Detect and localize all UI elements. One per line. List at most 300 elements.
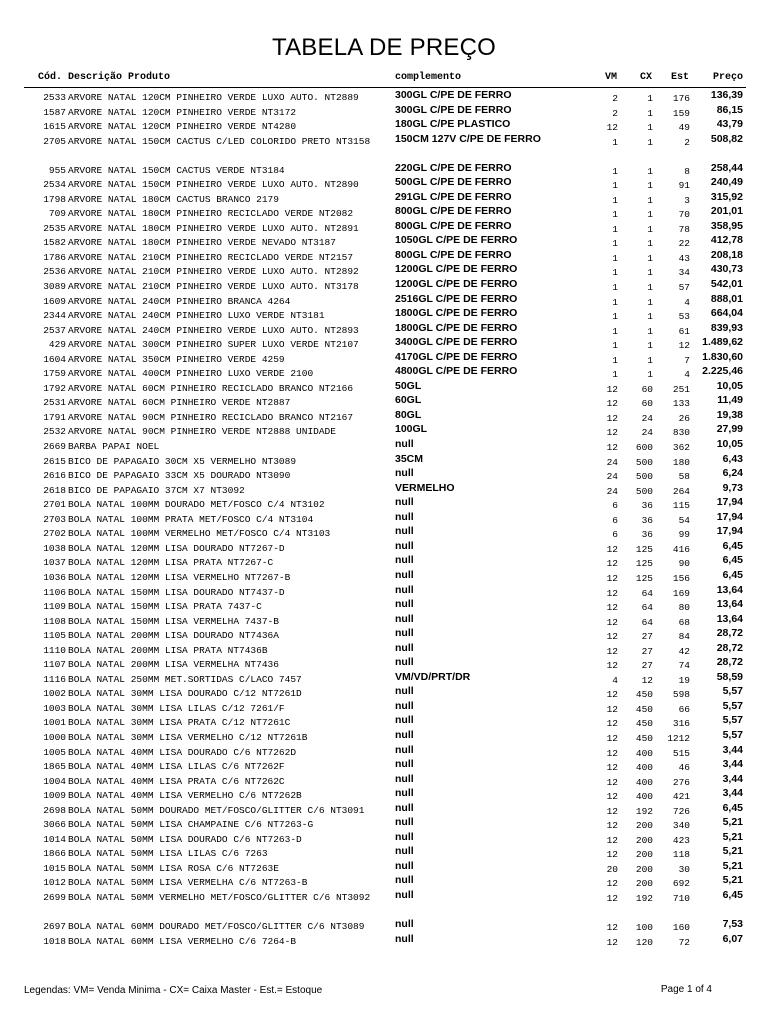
estoque: 340 bbox=[672, 820, 690, 832]
caixa-master: 200 bbox=[635, 863, 653, 875]
product-complemento: null bbox=[395, 888, 414, 901]
caixa-master: 400 bbox=[635, 762, 653, 774]
product-complemento: null bbox=[395, 554, 414, 567]
product-description: BOLA NATAL 40MM LISA VERMELHO C/6 NT7262B bbox=[68, 790, 302, 802]
product-price: 5,21 bbox=[722, 874, 743, 887]
table-row bbox=[0, 873, 768, 888]
estoque: 160 bbox=[672, 921, 690, 933]
product-complemento: null bbox=[395, 685, 414, 698]
estoque: 91 bbox=[678, 180, 690, 192]
estoque: 362 bbox=[672, 442, 690, 454]
venda-minima: 1 bbox=[612, 296, 618, 308]
table-row bbox=[0, 553, 768, 568]
product-code: 1798 bbox=[43, 193, 66, 205]
caixa-master: 600 bbox=[635, 442, 653, 454]
product-complemento: null bbox=[395, 772, 414, 785]
venda-minima: 12 bbox=[606, 747, 618, 759]
product-code: 2697 bbox=[43, 920, 66, 932]
product-description: ARVORE NATAL 60CM PINHEIRO VERDE NT2887 bbox=[68, 397, 291, 409]
estoque: 12 bbox=[678, 340, 690, 352]
product-code: 1604 bbox=[43, 353, 66, 365]
estoque: 66 bbox=[678, 703, 690, 715]
venda-minima: 12 bbox=[606, 936, 618, 948]
table-row bbox=[0, 815, 768, 830]
product-description: BICO DE PAPAGAIO 37CM X7 NT3092 bbox=[68, 484, 245, 496]
venda-minima: 1 bbox=[612, 325, 618, 337]
estoque: 726 bbox=[672, 805, 690, 817]
product-price: 43,79 bbox=[716, 118, 743, 131]
caixa-master: 64 bbox=[641, 602, 653, 614]
product-complemento: 2516GL C/PE DE FERRO bbox=[395, 292, 518, 305]
product-code: 2701 bbox=[43, 499, 66, 511]
venda-minima: 1 bbox=[612, 267, 618, 279]
estoque: 515 bbox=[672, 747, 690, 759]
table-row bbox=[0, 510, 768, 525]
product-price: 6,45 bbox=[722, 888, 743, 901]
caixa-master: 1 bbox=[647, 223, 653, 235]
product-complemento: null bbox=[395, 816, 414, 829]
caixa-master: 400 bbox=[635, 791, 653, 803]
product-complemento: 1200GL C/PE DE FERRO bbox=[395, 278, 518, 291]
venda-minima: 12 bbox=[606, 543, 618, 555]
caixa-master: 1 bbox=[647, 296, 653, 308]
table-row bbox=[0, 481, 768, 496]
product-complemento: 4170GL C/PE DE FERRO bbox=[395, 350, 518, 363]
table-row bbox=[0, 830, 768, 845]
venda-minima: 12 bbox=[606, 442, 618, 454]
product-price: 17,94 bbox=[716, 496, 743, 509]
estoque: 26 bbox=[678, 412, 690, 424]
estoque: 7 bbox=[684, 354, 690, 366]
product-price: 10,05 bbox=[716, 438, 743, 451]
product-code: 2532 bbox=[43, 426, 66, 438]
product-code: 1037 bbox=[43, 557, 66, 569]
product-price: 28,72 bbox=[716, 641, 743, 654]
venda-minima: 1 bbox=[612, 165, 618, 177]
product-complemento: 50GL bbox=[395, 379, 422, 392]
header-est: Est bbox=[671, 72, 690, 83]
venda-minima: 2 bbox=[612, 93, 618, 104]
venda-minima: 12 bbox=[606, 689, 618, 701]
caixa-master: 1 bbox=[647, 238, 653, 250]
table-row bbox=[0, 335, 768, 350]
product-complemento: null bbox=[395, 758, 414, 771]
product-complemento: null bbox=[395, 656, 414, 669]
product-code: 1005 bbox=[43, 746, 66, 758]
product-description: BOLA NATAL 200MM LISA DOURADO NT7436A bbox=[68, 630, 279, 642]
product-description: BOLA NATAL 150MM LISA VERMELHA 7437-B bbox=[68, 615, 279, 627]
product-price: 3,44 bbox=[722, 787, 743, 800]
product-code: 2703 bbox=[43, 513, 66, 525]
product-code: 1009 bbox=[43, 790, 66, 802]
caixa-master: 1 bbox=[647, 209, 653, 221]
product-code: 2616 bbox=[43, 470, 66, 482]
caixa-master: 450 bbox=[635, 689, 653, 701]
product-code: 1000 bbox=[43, 731, 66, 743]
venda-minima: 4 bbox=[612, 674, 618, 686]
caixa-master: 1 bbox=[647, 354, 653, 366]
product-description: BOLA NATAL 50MM LISA LILAS C/6 7263 bbox=[68, 848, 268, 860]
estoque: 68 bbox=[678, 616, 690, 628]
venda-minima: 12 bbox=[606, 383, 618, 395]
caixa-master: 450 bbox=[635, 703, 653, 715]
estoque: 176 bbox=[672, 93, 690, 104]
product-complemento: VERMELHO bbox=[395, 481, 455, 494]
product-code: 2702 bbox=[43, 528, 66, 540]
estoque: 180 bbox=[672, 456, 690, 468]
product-description: BOLA NATAL 40MM LISA PRATA C/6 NT7262C bbox=[68, 775, 285, 787]
product-complemento: 1800GL C/PE DE FERRO bbox=[395, 321, 518, 334]
product-description: ARVORE NATAL 240CM PINHEIRO LUXO VERDE NT3181 bbox=[68, 310, 325, 322]
product-price: 315,92 bbox=[710, 190, 743, 203]
product-description: BOLA NATAL 100MM VERMELHO MET/FOSCO C/4 NT3103 bbox=[68, 528, 331, 540]
product-code: 1582 bbox=[43, 237, 66, 249]
estoque: 99 bbox=[678, 529, 690, 541]
caixa-master: 1 bbox=[647, 194, 653, 206]
product-price: 17,94 bbox=[716, 525, 743, 538]
table-row bbox=[0, 859, 768, 874]
estoque: 42 bbox=[678, 645, 690, 657]
table-row bbox=[0, 379, 768, 394]
product-price: 3,44 bbox=[722, 772, 743, 785]
caixa-master: 500 bbox=[635, 456, 653, 468]
product-code: 1014 bbox=[43, 833, 66, 845]
product-code: 2531 bbox=[43, 397, 66, 409]
table-header bbox=[24, 69, 746, 88]
venda-minima: 12 bbox=[606, 122, 618, 134]
caixa-master: 27 bbox=[641, 631, 653, 643]
product-complemento: 1050GL C/PE DE FERRO bbox=[395, 234, 518, 247]
estoque: 156 bbox=[672, 572, 690, 584]
product-price: 412,78 bbox=[710, 234, 743, 247]
product-code: 2536 bbox=[43, 266, 66, 278]
product-description: ARVORE NATAL 210CM PINHEIRO RECICLADO VERDE NT2157 bbox=[68, 251, 354, 263]
product-description: ARVORE NATAL 240CM PINHEIRO VERDE LUXO AUTO. NT2893 bbox=[68, 324, 359, 336]
estoque: 53 bbox=[678, 311, 690, 323]
product-price: 5,21 bbox=[722, 830, 743, 843]
caixa-master: 36 bbox=[641, 514, 653, 526]
caixa-master: 12 bbox=[641, 674, 653, 686]
product-price: 1.830,60 bbox=[702, 350, 743, 363]
table-row bbox=[0, 103, 768, 118]
estoque: 72 bbox=[678, 936, 690, 948]
product-code: 1105 bbox=[43, 630, 66, 642]
caixa-master: 400 bbox=[635, 776, 653, 788]
caixa-master: 192 bbox=[635, 805, 653, 817]
product-price: 240,49 bbox=[710, 176, 743, 189]
estoque: 34 bbox=[678, 267, 690, 279]
table-row bbox=[0, 844, 768, 859]
venda-minima: 12 bbox=[606, 427, 618, 439]
product-description: ARVORE NATAL 350CM PINHEIRO VERDE 4259 bbox=[68, 353, 285, 365]
caixa-master: 125 bbox=[635, 572, 653, 584]
product-price: 28,72 bbox=[716, 627, 743, 640]
product-description: ARVORE NATAL 210CM PINHEIRO VERDE LUXO AUTO. NT2892 bbox=[68, 266, 359, 278]
product-complemento: 291GL C/PE DE FERRO bbox=[395, 190, 512, 203]
table-row bbox=[0, 713, 768, 728]
caixa-master: 24 bbox=[641, 412, 653, 424]
product-code: 2534 bbox=[43, 179, 66, 191]
product-complemento: 300GL C/PE DE FERRO bbox=[395, 103, 512, 116]
table-row bbox=[0, 524, 768, 539]
estoque: 416 bbox=[672, 543, 690, 555]
table-row bbox=[0, 772, 768, 787]
product-code: 1002 bbox=[43, 688, 66, 700]
venda-minima: 1 bbox=[612, 282, 618, 294]
product-complemento: 4800GL C/PE DE FERRO bbox=[395, 365, 518, 378]
product-price: 13,64 bbox=[716, 612, 743, 625]
venda-minima: 1 bbox=[612, 136, 618, 148]
table-row bbox=[0, 626, 768, 641]
estoque: 118 bbox=[672, 849, 690, 861]
caixa-master: 200 bbox=[635, 820, 653, 832]
page-number: Page 1 of 4 bbox=[660, 984, 712, 995]
product-price: 839,93 bbox=[710, 321, 743, 334]
product-complemento: null bbox=[395, 568, 414, 581]
product-complemento: null bbox=[395, 830, 414, 843]
venda-minima: 12 bbox=[606, 805, 618, 817]
venda-minima: 12 bbox=[606, 558, 618, 570]
header-preco: Preço bbox=[712, 72, 743, 83]
table-row bbox=[0, 248, 768, 263]
product-complemento: null bbox=[395, 845, 414, 858]
product-description: ARVORE NATAL 60CM PINHEIRO RECICLADO BRANCO NT2166 bbox=[68, 382, 354, 394]
table-row bbox=[0, 539, 768, 554]
estoque: 78 bbox=[678, 223, 690, 235]
caixa-master: 1 bbox=[647, 107, 653, 119]
caixa-master: 500 bbox=[635, 471, 653, 483]
price-table-body bbox=[0, 88, 768, 946]
product-complemento: null bbox=[395, 496, 414, 509]
product-description: BOLA NATAL 200MM LISA VERMELHA NT7436 bbox=[68, 659, 279, 671]
estoque: 1212 bbox=[667, 732, 690, 744]
product-code: 1107 bbox=[43, 659, 66, 671]
caixa-master: 125 bbox=[635, 543, 653, 555]
venda-minima: 1 bbox=[612, 311, 618, 323]
product-complemento: null bbox=[395, 438, 414, 451]
product-price: 10,05 bbox=[716, 379, 743, 392]
product-code: 1038 bbox=[43, 542, 66, 554]
caixa-master: 27 bbox=[641, 660, 653, 672]
table-row bbox=[0, 684, 768, 699]
product-complemento: null bbox=[395, 467, 414, 480]
product-code: 1759 bbox=[43, 368, 66, 380]
estoque: 49 bbox=[678, 122, 690, 134]
product-description: BOLA NATAL 30MM LISA VERMELHO C/12 NT7261B bbox=[68, 731, 308, 743]
product-price: 201,01 bbox=[710, 205, 743, 218]
product-complemento: 80GL bbox=[395, 408, 422, 421]
venda-minima: 24 bbox=[606, 456, 618, 468]
estoque: 74 bbox=[678, 660, 690, 672]
caixa-master: 1 bbox=[647, 165, 653, 177]
product-description: BARBA PAPAI NOEL bbox=[68, 441, 160, 453]
table-row bbox=[0, 364, 768, 379]
product-description: BOLA NATAL 50MM VERMELHO MET/FOSCO/GLITTER C/6 NT3092 bbox=[68, 891, 371, 903]
product-complemento: null bbox=[395, 598, 414, 611]
venda-minima: 12 bbox=[606, 412, 618, 424]
estoque: 692 bbox=[672, 878, 690, 890]
product-complemento: null bbox=[395, 932, 414, 945]
caixa-master: 36 bbox=[641, 500, 653, 512]
product-price: 508,82 bbox=[710, 132, 743, 145]
product-code: 1865 bbox=[43, 761, 66, 773]
product-price: 5,57 bbox=[722, 714, 743, 727]
venda-minima: 12 bbox=[606, 878, 618, 890]
caixa-master: 1 bbox=[647, 252, 653, 264]
caixa-master: 200 bbox=[635, 834, 653, 846]
product-description: BOLA NATAL 50MM LISA VERMELHA C/6 NT7263-B bbox=[68, 877, 308, 889]
product-code: 2698 bbox=[43, 804, 66, 816]
product-description: ARVORE NATAL 90CM PINHEIRO VERDE NT2888 UNIDADE bbox=[68, 426, 336, 438]
product-price: 6,45 bbox=[722, 801, 743, 814]
legend-text: Legendas: VM= Venda Minima - CX= Caixa Master - Est.= Estoque bbox=[24, 985, 323, 996]
table-row bbox=[0, 583, 768, 598]
product-code: 1003 bbox=[43, 702, 66, 714]
product-price: 5,57 bbox=[722, 699, 743, 712]
caixa-master: 400 bbox=[635, 747, 653, 759]
product-price: 6,45 bbox=[722, 568, 743, 581]
product-description: ARVORE NATAL 210CM PINHEIRO VERDE LUXO AUTO. NT3178 bbox=[68, 281, 359, 293]
product-complemento: null bbox=[395, 612, 414, 625]
table-row bbox=[0, 292, 768, 307]
product-complemento: 1200GL C/PE DE FERRO bbox=[395, 263, 518, 276]
product-complemento: null bbox=[395, 787, 414, 800]
product-code: 2699 bbox=[43, 891, 66, 903]
product-complemento: 35CM bbox=[395, 452, 424, 465]
estoque: 3 bbox=[684, 194, 690, 206]
estoque: 46 bbox=[678, 762, 690, 774]
product-description: BOLA NATAL 50MM LISA CHAMPAINE C/6 NT7263-G bbox=[68, 819, 314, 831]
product-description: BOLA NATAL 40MM LISA LILAS C/6 NT7262F bbox=[68, 761, 285, 773]
table-row bbox=[0, 175, 768, 190]
venda-minima: 6 bbox=[612, 514, 618, 526]
product-price: 17,94 bbox=[716, 510, 743, 523]
venda-minima: 12 bbox=[606, 892, 618, 904]
product-price: 136,39 bbox=[710, 89, 743, 101]
product-description: BOLA NATAL 50MM LISA ROSA C/6 NT7263E bbox=[68, 862, 279, 874]
estoque: 830 bbox=[672, 427, 690, 439]
estoque: 264 bbox=[672, 485, 690, 497]
product-price: 5,57 bbox=[722, 685, 743, 698]
caixa-master: 36 bbox=[641, 529, 653, 541]
estoque: 70 bbox=[678, 209, 690, 221]
table-row bbox=[0, 612, 768, 627]
table-row bbox=[0, 917, 768, 932]
venda-minima: 6 bbox=[612, 529, 618, 541]
caixa-master: 27 bbox=[641, 645, 653, 657]
estoque: 30 bbox=[678, 863, 690, 875]
product-complemento: null bbox=[395, 714, 414, 727]
product-description: BOLA NATAL 40MM LISA DOURADO C/6 NT7262D bbox=[68, 746, 297, 758]
venda-minima: 1 bbox=[612, 223, 618, 235]
caixa-master: 1 bbox=[647, 180, 653, 192]
caixa-master: 1 bbox=[647, 340, 653, 352]
product-code: 1004 bbox=[43, 775, 66, 787]
venda-minima: 12 bbox=[606, 398, 618, 410]
product-complemento: null bbox=[395, 539, 414, 552]
venda-minima: 6 bbox=[612, 500, 618, 512]
product-code: 2618 bbox=[43, 484, 66, 496]
estoque: 57 bbox=[678, 282, 690, 294]
caixa-master: 500 bbox=[635, 485, 653, 497]
caixa-master: 1 bbox=[647, 282, 653, 294]
product-code: 2535 bbox=[43, 222, 66, 234]
product-complemento: null bbox=[395, 641, 414, 654]
venda-minima: 1 bbox=[612, 369, 618, 381]
product-description: ARVORE NATAL 240CM PINHEIRO BRANCA 4264 bbox=[68, 295, 291, 307]
product-code: 1791 bbox=[43, 411, 66, 423]
product-complemento: 60GL bbox=[395, 394, 422, 407]
table-row bbox=[0, 728, 768, 743]
caixa-master: 1 bbox=[647, 369, 653, 381]
product-description: ARVORE NATAL 180CM CACTUS BRANCO 2179 bbox=[68, 193, 279, 205]
product-price: 1.489,62 bbox=[702, 336, 743, 349]
product-description: ARVORE NATAL 150CM CACTUS C/LED COLORIDO PRETO NT3158 bbox=[68, 135, 371, 147]
venda-minima: 12 bbox=[606, 921, 618, 933]
product-complemento: null bbox=[395, 859, 414, 872]
product-description: ARVORE NATAL 300CM PINHEIRO SUPER LUXO VERDE NT2107 bbox=[68, 339, 359, 351]
product-description: BOLA NATAL 200MM LISA PRATA NT7436B bbox=[68, 644, 268, 656]
venda-minima: 12 bbox=[606, 703, 618, 715]
product-description: BOLA NATAL 60MM LISA VERMELHO C/6 7264-B bbox=[68, 935, 297, 947]
table-row bbox=[0, 262, 768, 277]
product-price: 27,99 bbox=[716, 423, 743, 436]
table-row bbox=[0, 597, 768, 612]
product-price: 542,01 bbox=[710, 278, 743, 291]
estoque: 2 bbox=[684, 136, 690, 148]
table-row bbox=[0, 670, 768, 685]
estoque: 61 bbox=[678, 325, 690, 337]
caixa-master: 1 bbox=[647, 267, 653, 279]
product-price: 9,73 bbox=[722, 481, 743, 494]
product-complemento: VM/VD/PRT/DR bbox=[395, 670, 471, 683]
product-code: 429 bbox=[48, 339, 66, 351]
product-code: 3089 bbox=[43, 281, 66, 293]
product-code: 3066 bbox=[43, 819, 66, 831]
table-row bbox=[0, 219, 768, 234]
caixa-master: 64 bbox=[641, 587, 653, 599]
product-code: 1001 bbox=[43, 717, 66, 729]
table-row bbox=[0, 437, 768, 452]
table-row bbox=[0, 568, 768, 583]
estoque: 710 bbox=[672, 892, 690, 904]
product-complemento: null bbox=[395, 699, 414, 712]
product-price: 358,95 bbox=[710, 219, 743, 232]
product-description: BOLA NATAL 250MM MET.SORTIDAS C/LACO 7457 bbox=[68, 673, 302, 685]
product-description: BOLA NATAL 150MM LISA PRATA 7437-C bbox=[68, 601, 262, 613]
product-price: 664,04 bbox=[710, 307, 743, 320]
product-code: 1609 bbox=[43, 295, 66, 307]
caixa-master: 1 bbox=[647, 325, 653, 337]
venda-minima: 24 bbox=[606, 485, 618, 497]
estoque: 159 bbox=[672, 107, 690, 119]
product-description: BOLA NATAL 120MM LISA VERMELHO NT7267-B bbox=[68, 571, 291, 583]
product-code: 2344 bbox=[43, 310, 66, 322]
venda-minima: 20 bbox=[606, 863, 618, 875]
product-code: 1587 bbox=[43, 106, 66, 118]
product-description: ARVORE NATAL 120CM PINHEIRO VERDE LUXO AUTO. NT2889 bbox=[68, 92, 359, 103]
product-description: BOLA NATAL 150MM LISA DOURADO NT7437-D bbox=[68, 586, 285, 598]
estoque: 115 bbox=[672, 500, 690, 512]
product-code: 1108 bbox=[43, 615, 66, 627]
product-price: 13,64 bbox=[716, 598, 743, 611]
product-description: BICO DE PAPAGAIO 30CM X5 VERMELHO NT3089 bbox=[68, 455, 297, 467]
venda-minima: 1 bbox=[612, 209, 618, 221]
estoque: 421 bbox=[672, 791, 690, 803]
estoque: 133 bbox=[672, 398, 690, 410]
product-code: 1012 bbox=[43, 877, 66, 889]
estoque: 43 bbox=[678, 252, 690, 264]
